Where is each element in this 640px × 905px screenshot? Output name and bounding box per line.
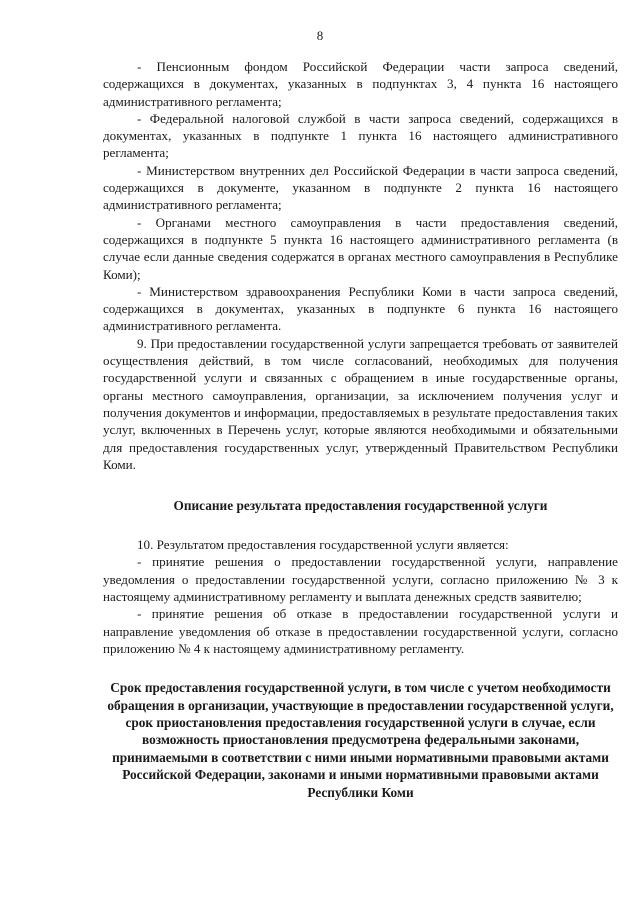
paragraph-health-ministry: - Министерством здравоохранения Республики Коми в части запроса сведений, содержащихся в документах, указанных в подпункте 6 пункта 16 настоящего административного регламента. xyxy=(103,283,618,334)
paragraph-result-approval: - принятие решения о предоставлении государственной услуги, направление уведомления о предоставлении государственной услуги, согласно приложению № 3 к настоящему административному регламенту и выплата денежных средств заявителю; xyxy=(103,554,618,605)
section-heading-result: Описание результата предоставления государственной услуги xyxy=(173,498,548,514)
paragraph-item-10: 10. Результатом предоставления государственной услуги является: xyxy=(137,537,509,553)
paragraph-tax-service: - Федеральной налоговой службой в части запроса сведений, содержащихся в документах, указанных в подпункте 1 пункта 16 настоящего административного регламента; xyxy=(103,110,618,161)
paragraph-local-government: - Органами местного самоуправления в части предоставления сведений, содержащихся в подпункте 5 пункта 16 настоящего административного регламента (в случае если данные сведения содержатся в органах местного самоуправления в Республике Коми); xyxy=(103,214,618,282)
paragraph-item-9: 9. При предоставлении государственной услуги запрещается требовать от заявителей осуществления действий, в том числе согласований, необходимых для получения государственной услуги и связанных с обращением в иные государственные органы, органы местного самоуправления, организации, за исключением получения услуг и получения документов и информации, предоставляемых в результате предоставления таких услуг, включенных в Перечень услуг, которые являются необходимыми и обязательными для предоставления государственных услуг, утвержденный Правительством Республики Коми. xyxy=(103,335,618,472)
paragraph-result-refusal: - принятие решения об отказе в предоставлении государственной услуги и направление уведомления об отказе в предоставлении государственной услуги, согласно приложению № 4 к настоящему административному регламенту. xyxy=(103,606,618,656)
paragraph-interior-ministry: - Министерством внутренних дел Российской Федерации в части запроса сведений, содержащихся в документе, указанном в подпункте 2 пункта 16 настоящего административного регламента; xyxy=(103,162,618,213)
page-number: 8 xyxy=(316,28,324,43)
section-heading-term: Срок предоставления государственной услуги, в том числе с учетом необходимости обращения в организации, участвующие в предоставлении государственной услуги, срок приостановления предоставления государственной услуги в случае, если возможность приостановления предусмотрена федеральными законами, принимаемыми в соответствии с ними иными нормативными правовыми актами Российской Федерации, законами и иными нормативными правовыми актами Республики Коми xyxy=(107,680,614,800)
paragraph-pension-fund: - Пенсионным фондом Российской Федерации части запроса сведений, содержащихся в документах, указанных в подпунктах 3, 4 пункта 16 настоящего административного регламента; xyxy=(103,59,618,109)
document-body xyxy=(103,58,618,801)
